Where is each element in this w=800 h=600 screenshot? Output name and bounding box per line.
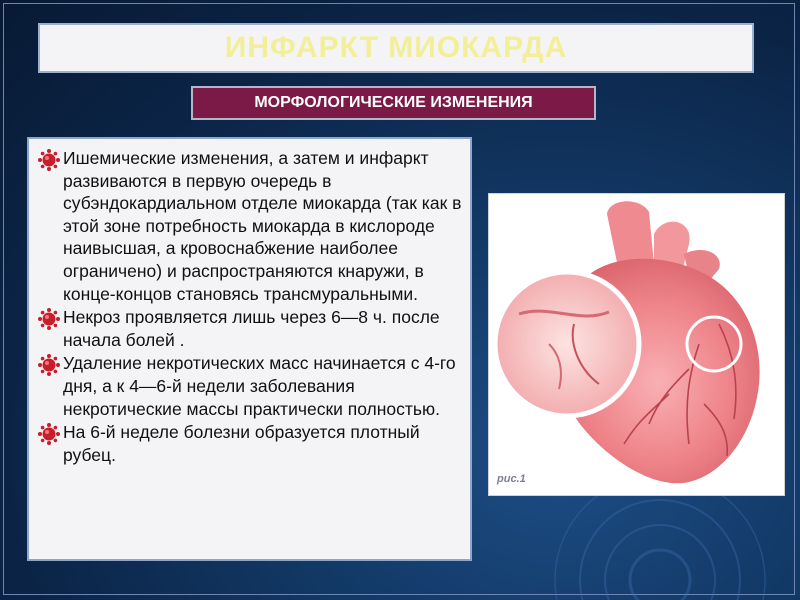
heart-illustration-icon xyxy=(489,194,785,496)
virus-bullet-icon xyxy=(37,307,61,331)
bullet-list-panel xyxy=(27,137,472,561)
subtitle-banner xyxy=(191,86,596,120)
figure-panel xyxy=(488,193,785,496)
list-item-text: Некроз проявляется лишь через 6—8 ч. после начала болей . xyxy=(63,307,440,350)
title-banner xyxy=(38,23,754,73)
page-subtitle: МОРФОЛОГИЧЕСКИЕ ИЗМЕНЕНИЯ xyxy=(254,94,533,111)
list-item-text: Ишемические изменения, а затем и инфаркт развиваются в первую очередь в субэндокардиальном отделе миокарда (так как в этой зоне потребность миокарда в кислороде наивысшая, а кровоснабжение наиболее ограничено) и распространяются кнаружи, в конце-концов становясь трансмуральными. xyxy=(63,148,462,304)
list-item-text: Удаление некротических масс начинается с 4-го дня, а к 4—6-й недели заболевания некротические массы практически полностью. xyxy=(63,353,456,419)
virus-bullet-icon xyxy=(37,353,61,377)
virus-bullet-icon xyxy=(37,422,61,446)
figure-caption: рис.1 xyxy=(497,473,526,485)
list-item xyxy=(37,352,462,420)
list-item xyxy=(37,306,462,351)
virus-bullet-icon xyxy=(37,148,61,172)
list-item xyxy=(37,147,462,305)
page-title: ИНФАРКТ МИОКАРДА xyxy=(224,31,568,64)
list-item xyxy=(37,421,462,466)
list-item-text: На 6-й неделе болезни образуется плотный рубец. xyxy=(63,422,420,465)
